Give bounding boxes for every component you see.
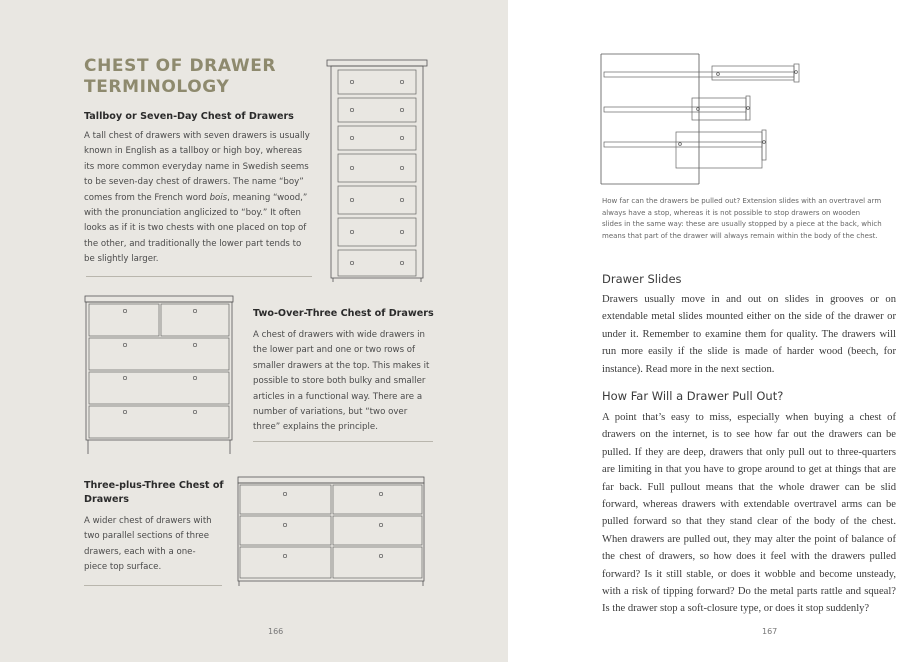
pull-out-heading: How Far Will a Drawer Pull Out? — [602, 389, 784, 403]
figure-caption: How far can the drawers be pulled out? Extension slides with an overtravel arm always have a stop, whereas it is not possible to stop drawers on wooden slides in the same way: these are usually stopped by a piece at the back, which means that part of the drawer will always remain within the body of the chest. — [602, 197, 882, 240]
divider-rule — [86, 276, 312, 277]
tallboy-text — [84, 129, 312, 268]
two-over-three-text: A chest of drawers with wide drawers in the lower part and one or two rows of smaller drawers at the top. This makes it possible to store both bulky and smaller articles in a functional way. There are a number of variations, but “two over three” explains the principle. — [253, 330, 430, 433]
tallboy-text-em: bois — [209, 192, 228, 203]
three-plus-three-text: A wider chest of drawers with two parallel sections of three drawers, each with a one-piece top surface. — [84, 516, 212, 573]
page-number-left: 166 — [268, 627, 284, 636]
page-title: CHEST OF DRAWER TERMINOLOGY — [84, 56, 277, 97]
drawer-slides-heading: Drawer Slides — [602, 272, 682, 286]
page-number-right: 167 — [762, 627, 778, 636]
tallboy-heading: Tallboy or Seven-Day Chest of Drawers — [84, 111, 294, 122]
two-over-three-heading: Two-Over-Three Chest of Drawers — [253, 308, 434, 319]
divider-rule — [84, 585, 222, 586]
three-plus-three-heading: Three-plus-Three Chest of Drawers — [84, 480, 224, 505]
two-over-three-illustration — [84, 294, 236, 456]
three-plus-three-illustration — [237, 476, 427, 588]
divider-rule — [253, 441, 433, 442]
tallboy-illustration — [326, 58, 430, 284]
drawer-slides-text: Drawers usually move in and out on slides in grooves or on extendable metal slides mounted either on the side of the drawer or under it. Remember to examine them for quality. The drawers will run more easily if the slide is made of harder wood (beech, for instance). Read more in the next section. — [602, 294, 896, 375]
tallboy-text-b: , meaning “wood,” with the pronunciation anglicized to “boy.” It often looks as if it is two chests with one placed on top of the other, and traditionally the lower part tends to be slightly larger. — [84, 192, 308, 265]
tallboy-text-a: A tall chest of drawers with seven drawers is usually known in English as a tallboy or high boy, whereas its more common everyday name in Swedish seems to be seven-day chest of drawers. The name “boy” comes from the French word — [84, 131, 310, 203]
drawer-slide-diagram — [600, 52, 806, 186]
pull-out-text: A point that’s easy to miss, especially when buying a chest of drawers on the internet, is to see how far out the drawers can be pulled. If they are deep, drawers that only pull out to three-quarters are limiting in that you have to grope around to get at things that are far back. Full pullout means that the whole drawer can be slid forward, whereas drawers with extendable overtravel arms can be pulled forward so that they stand clear of the body of the chest. When drawers are pulled out, they may alter the point of balance of the chest of drawers, so how does it feel with the drawers pulled forward? Is it still stable, or does it wobble and become unsteady, with a risk of tipping forward? Do the metal parts rattle and squeal? Is the drawer stop a soft-closure type, or does it stop suddenly? — [602, 412, 896, 615]
